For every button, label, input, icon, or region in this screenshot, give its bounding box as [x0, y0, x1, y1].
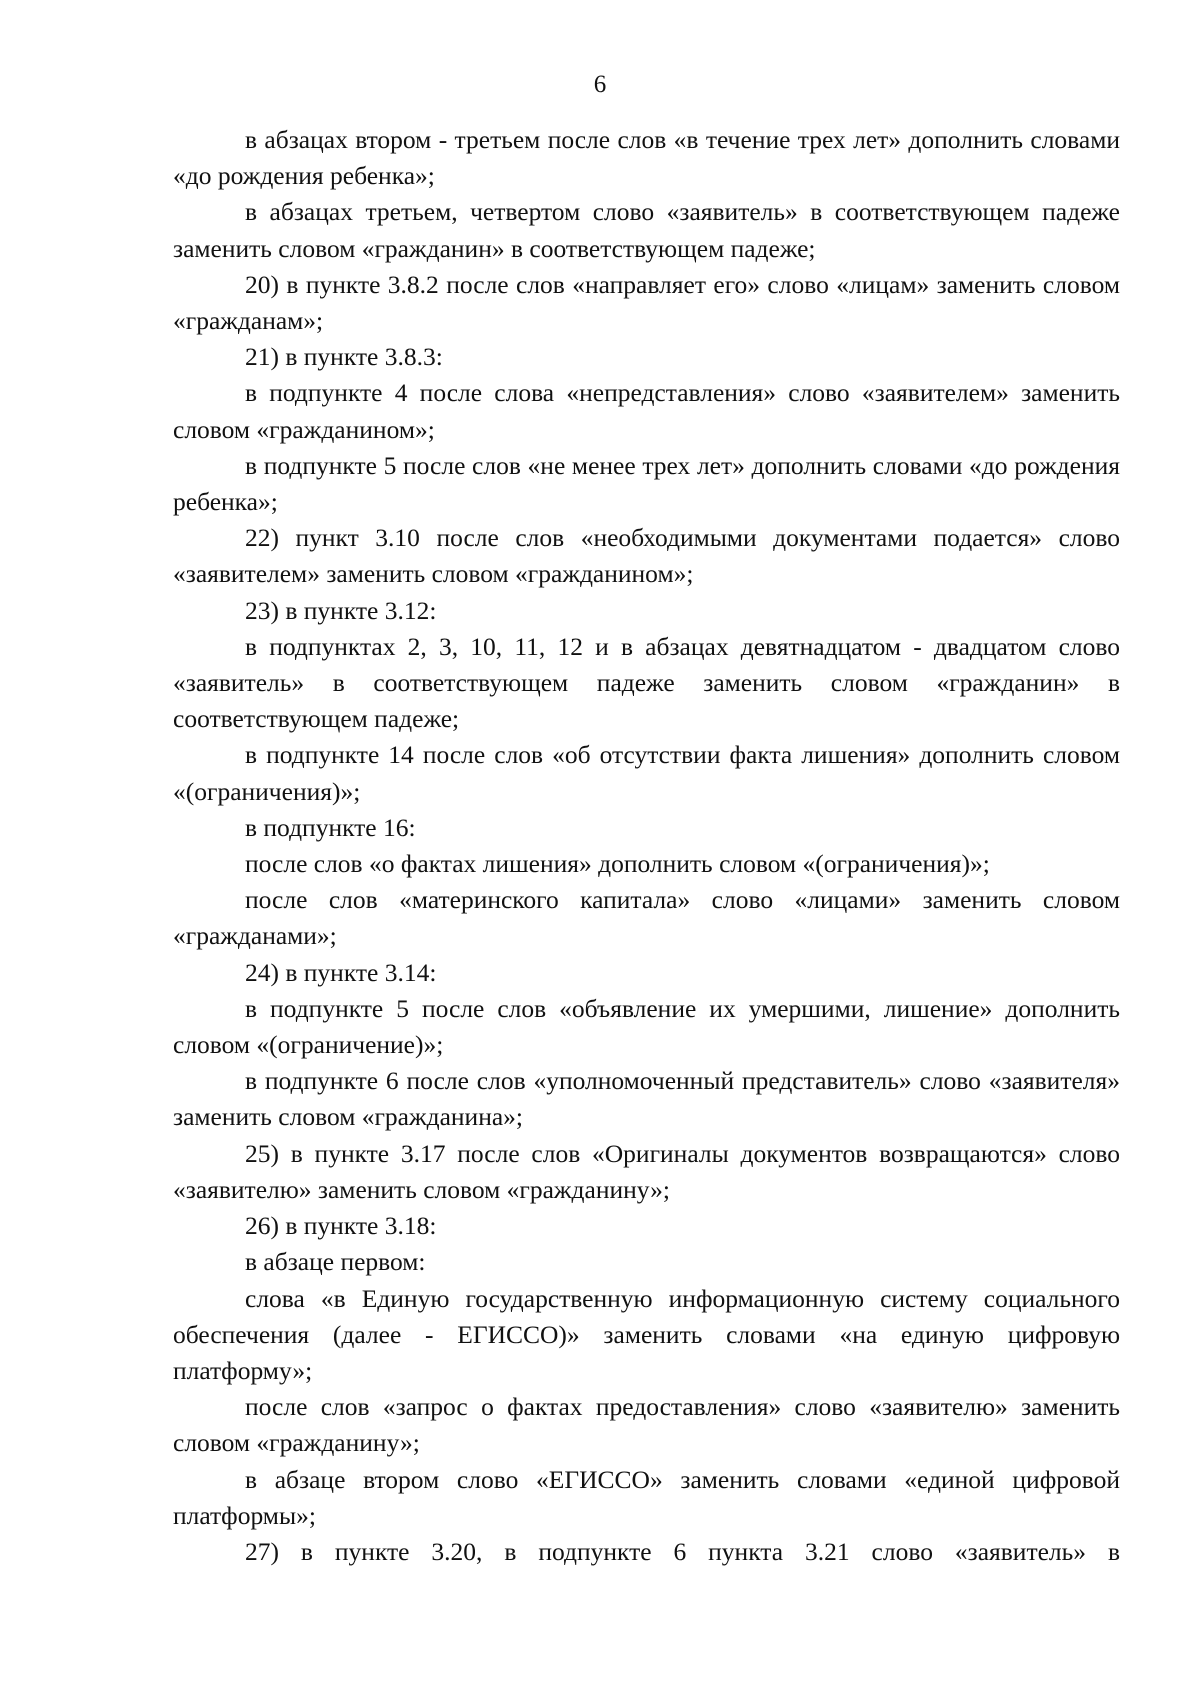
paragraph: в подпункте 16:: [245, 812, 416, 842]
paragraph: слова «в Единую государственную информационную систему социального обеспечения (далее - ЕГИССО)» заменить словами «на единую цифровую платформу»;: [173, 1283, 1120, 1385]
page-number: 6: [593, 71, 607, 98]
paragraph: в абзацах третьем, четвертом слово «заявитель» в соответствующем падеже заменить словом «гражданин» в соответствующем падеже;: [173, 197, 1120, 263]
paragraph: 26) в пункте 3.18:: [245, 1211, 437, 1241]
paragraph: 21) в пункте 3.8.3:: [245, 342, 443, 372]
paragraph: после слов «запрос о фактах предоставления» слово «заявителю» заменить словом «гражданину»;: [173, 1392, 1120, 1458]
paragraph: в подпункте 4 после слова «непредставления» слово «заявителем» заменить словом «гражданином»;: [173, 378, 1120, 444]
paragraph: 22) пункт 3.10 после слов «необходимыми документами подается» слово «заявителем» заменить словом «гражданином»;: [173, 523, 1120, 589]
document-body: [173, 122, 1120, 1570]
paragraph: в абзаце втором слово «ЕГИССО» заменить словами «единой цифровой платформы»;: [173, 1464, 1120, 1530]
paragraph: 24) в пункте 3.14:: [245, 957, 437, 987]
paragraph: 20) в пункте 3.8.2 после слов «направляет его» слово «лицам» заменить словом «гражданам»;: [173, 269, 1120, 336]
paragraph: после слов «о фактах лишения» дополнить словом «(ограничения)»;: [245, 849, 990, 879]
paragraph: в подпункте 5 после слов «объявление их умершими, лишение» дополнить словом «(ограничение)»;: [173, 993, 1120, 1060]
paragraph: в подпунктах 2, 3, 10, 11, 12 и в абзацах девятнадцатом - двадцатом слово «заявитель» в соответствующем падеже заменить словом «гражданин» в соответствующем падеже;: [173, 631, 1120, 734]
paragraph: в подпункте 6 после слов «уполномоченный представитель» слово «заявителя» заменить словом «гражданина»;: [173, 1066, 1120, 1132]
paragraph: после слов «материнского капитала» слово «лицами» заменить словом «гражданами»;: [173, 885, 1120, 951]
paragraph: в абзацах втором - третьем после слов «в течение трех лет» дополнить словами «до рождения ребенка»;: [173, 125, 1120, 191]
paragraph: в подпункте 14 после слов «об отсутствии факта лишения» дополнить словом «(ограничения)»;: [173, 740, 1120, 806]
paragraph: в подпункте 5 после слов «не менее трех лет» дополнить словами «до рождения ребенка»;: [173, 450, 1120, 517]
paragraph: 25) в пункте 3.17 после слов «Оригиналы документов возвращаются» слово «заявителю» заменить словом «гражданину»;: [173, 1138, 1120, 1204]
paragraph: 27) в пункте 3.20, в подпункте 6 пункта 3.21 слово «заявитель» в: [245, 1536, 1120, 1566]
paragraph: в абзаце первом:: [245, 1247, 426, 1277]
paragraph: 23) в пункте 3.12:: [245, 595, 437, 625]
